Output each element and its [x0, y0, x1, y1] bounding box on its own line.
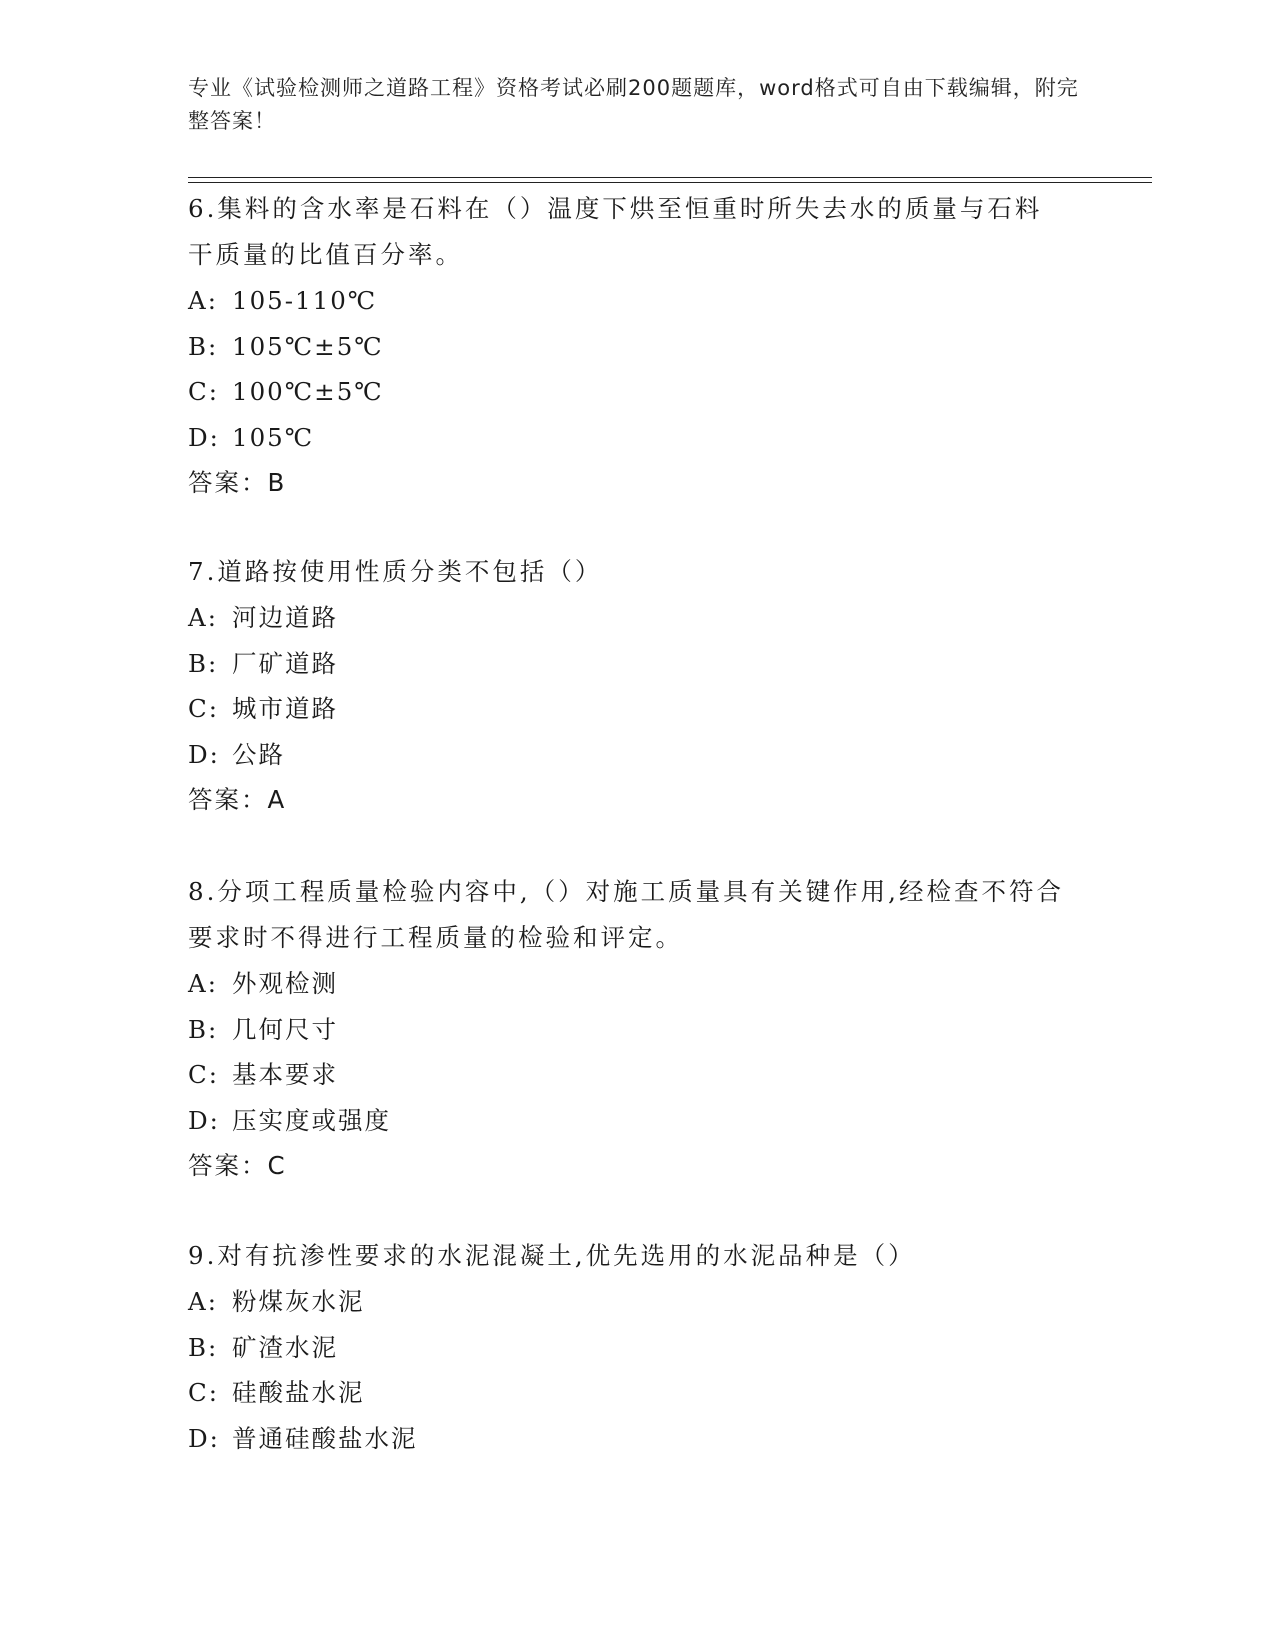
option-key: C:	[188, 377, 220, 406]
option-key: B:	[188, 1332, 219, 1362]
option-text: 压实度或强度	[232, 1105, 391, 1135]
option-text: 105℃	[232, 422, 315, 452]
option-text: 厂矿道路	[232, 648, 338, 678]
option-text: 城市道路	[232, 694, 338, 723]
question-stem: 9.对有抗渗性要求的水泥混凝土,优先选用的水泥品种是（）	[188, 1241, 916, 1270]
option-key: D:	[188, 739, 220, 769]
option-text: 105℃±5℃	[232, 331, 384, 361]
option-key: C:	[188, 1060, 220, 1089]
option-text: 粉煤灰水泥	[232, 1287, 365, 1316]
option-c	[188, 369, 1068, 415]
option-key: B:	[188, 331, 219, 361]
option-key: A:	[188, 969, 218, 998]
option-key: A:	[188, 603, 218, 632]
option-d	[188, 415, 1068, 461]
option-c	[188, 1370, 1068, 1416]
option-c	[188, 686, 1068, 732]
option-key: C:	[188, 1378, 220, 1407]
option-text: 矿渣水泥	[232, 1332, 338, 1362]
option-key: B:	[188, 1014, 219, 1044]
answer: 答案：A	[188, 785, 287, 814]
option-b	[188, 641, 1068, 687]
option-a	[188, 278, 1068, 324]
option-b	[188, 1325, 1068, 1371]
option-a	[188, 961, 1068, 1007]
option-d	[188, 1098, 1068, 1144]
answer: 答案：C	[188, 1151, 287, 1180]
option-c	[188, 1052, 1068, 1098]
option-a	[188, 1279, 1068, 1325]
option-text: 105-110℃	[232, 286, 378, 315]
option-text: 普通硅酸盐水泥	[232, 1423, 418, 1453]
option-b	[188, 324, 1068, 370]
question-9	[188, 1233, 1068, 1461]
option-key: C:	[188, 694, 220, 723]
option-text: 基本要求	[232, 1060, 338, 1089]
document-header: 专业《试验检测师之道路工程》资格考试必刷200题题库，word格式可自由下载编辑，附完整答案！	[188, 76, 1079, 133]
question-stem: 6.集料的含水率是石料在（）温度下烘至恒重时所失去水的质量与石料干质量的比值百分率。	[188, 194, 1043, 269]
option-text: 几何尺寸	[232, 1014, 338, 1044]
option-key: A:	[188, 286, 218, 315]
question-6	[188, 186, 1068, 506]
question-8	[188, 869, 1068, 1189]
option-text: 硅酸盐水泥	[232, 1378, 365, 1407]
option-key: D:	[188, 422, 220, 452]
question-stem: 7.道路按使用性质分类不包括（）	[188, 557, 603, 586]
option-key: A:	[188, 1287, 218, 1316]
question-stem: 8.分项工程质量检验内容中,（）对施工质量具有关键作用,经检查不符合要求时不得进行工程质量的检验和评定。	[188, 877, 1064, 952]
question-7	[188, 549, 1068, 823]
option-text: 外观检测	[232, 969, 338, 998]
answer: 答案：B	[188, 468, 287, 497]
header-divider-top	[188, 177, 1152, 178]
option-text: 公路	[232, 739, 285, 769]
option-key: D:	[188, 1105, 220, 1135]
option-b	[188, 1007, 1068, 1053]
option-text: 河边道路	[232, 603, 338, 632]
header-divider-bottom	[188, 182, 1152, 183]
option-text: 100℃±5℃	[232, 377, 384, 406]
option-d	[188, 732, 1068, 778]
option-key: D:	[188, 1423, 220, 1453]
option-key: B:	[188, 648, 219, 678]
option-d	[188, 1416, 1068, 1462]
option-a	[188, 595, 1068, 641]
